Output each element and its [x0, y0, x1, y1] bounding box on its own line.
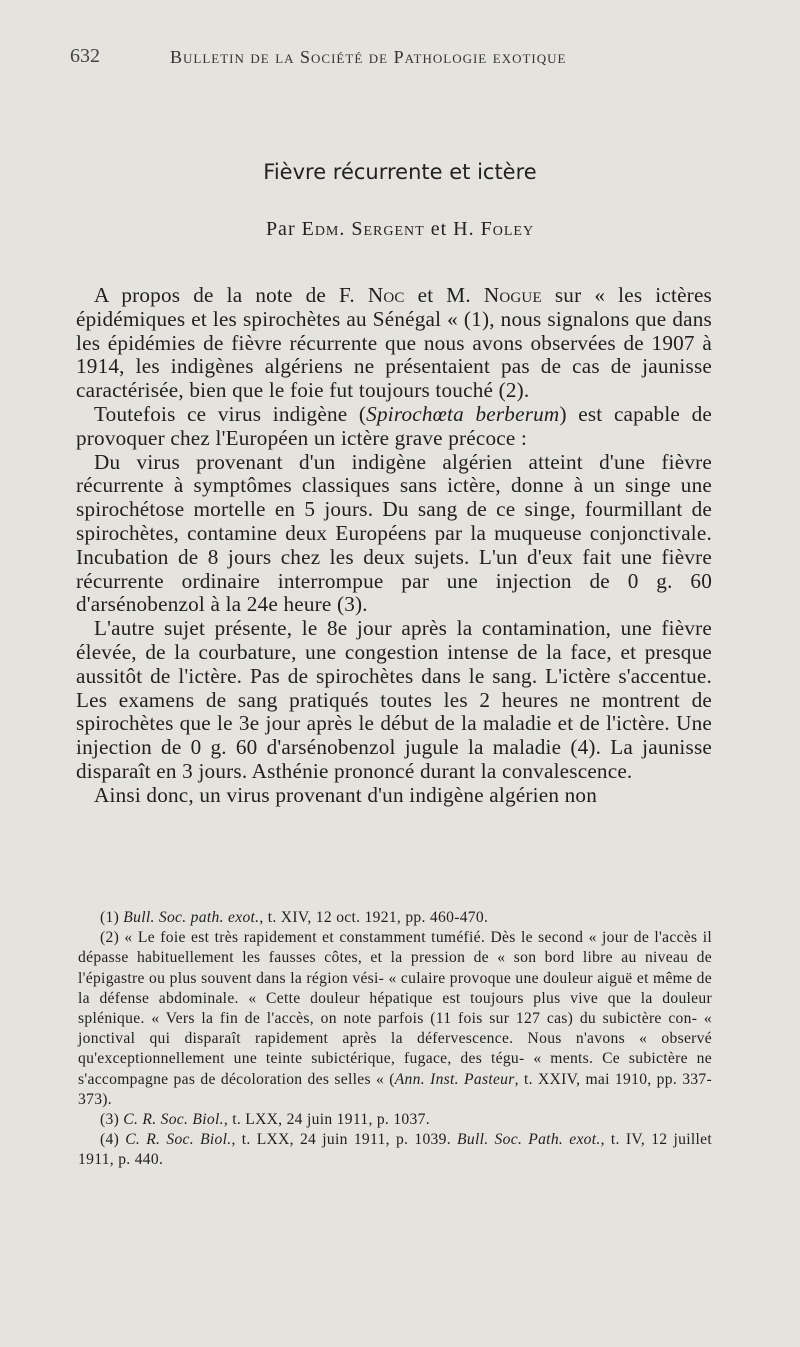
paragraph-4: L'autre sujet présente, le 8e jour après la contamination, une fièvre élevée, de la courbature, une congestion intense de la face, et presque aussitôt de l'ictère. Pas de spirochètes dans le sang. L'ictère s'accentue. Les examens de sang pratiqués toutes les 2 heures ne montrent de spirochètes que le 3e jour après le début de la maladie et de l'ictère. Une injection de 0 g. 60 d'arsénobenzol jugule la maladie (4). La jaunisse disparaît en 3 jours. Asthénie prononcé durant la convalescence. [76, 616, 712, 783]
paragraph-2 [76, 403, 712, 451]
byline-prefix: Par [265, 218, 302, 240]
footnote-2-ref: , t. XXIV, mai 1910, pp. 337-373). [78, 1070, 712, 1108]
author-noc: Noc [367, 283, 405, 307]
paragraph-2-text-b: ) est capable de provoquer chez l'Européen un ictère grave précoce : [76, 401, 712, 450]
footnotes [78, 908, 712, 1171]
footnote-1 [78, 908, 712, 928]
byline [0, 218, 800, 241]
author-nogue: Nogue [483, 283, 542, 307]
species-name: Spirochœta berberum [366, 401, 560, 426]
footnote-4-marker: (4) [100, 1131, 126, 1149]
footnote-4-ref-2: , t. IV, 12 juillet 1911, p. 440. [78, 1131, 712, 1169]
paragraph-1-text-a: A propos de la note de F. [94, 283, 368, 307]
page-number: 632 [70, 45, 100, 67]
footnote-2 [78, 928, 712, 1110]
footnote-3-ref: , t. LXX, 24 juin 1911, p. 1037. [223, 1111, 430, 1129]
author-sergent: Edm. Sergent [301, 218, 425, 240]
paragraph-3: Du virus provenant d'un indigène algérien atteint d'une fièvre récurrente à symptômes classiques sans ictère, donne à un singe une spirochétose mortelle en 5 jours. Du sang de ce singe, fourmillant de spirochètes, contamine deux Européens par la muqueuse conjonctivale. Incubation de 8 jours chez les deux sujets. L'un d'eux fait une fièvre récurrente ordinaire interrompue par une injection de 0 g. 60 d'arsénobenzol à la 24e heure (3). [76, 449, 712, 617]
footnote-2-journal: Ann. Inst. Pasteur [394, 1070, 515, 1088]
footnote-3 [78, 1110, 712, 1130]
paragraph-1-text-b: et M. [404, 283, 484, 307]
footnote-1-marker: (1) [100, 909, 124, 926]
journal-title: Bulletin de la Société de Pathologie exotique [170, 47, 567, 67]
paragraph-1 [76, 284, 712, 403]
footnote-4 [78, 1130, 712, 1170]
paragraph-2-text-a: Toutefois ce virus indigène ( [94, 401, 367, 426]
byline-conjunction: et [424, 218, 454, 240]
paragraph-1-text-c: sur « les ictères épidémiques et les spirochètes au Sénégal « (1), nous signalons que dans les épidémies de fièvre récurrente que nous avons observées de 1907 à 1914, les indigènes algériens ne présentaient pas de cas de jaunisse caractérisée, bien que le foie fut toujours touché (2). [76, 283, 712, 403]
footnote-1-ref: , t. XIV, 12 oct. 1921, pp. 460-470. [259, 909, 489, 926]
article-title: Fièvre récurrente et ictère [263, 160, 537, 184]
footnote-2-quote: (2) « Le foie est très rapidement et constamment tuméfié. Dès le second « jour de l'accès il dépasse habituellement les fausses côtes, et la pression de « son bord libre au niveau de l'épigastre ou plus souvent dans la région vési- « culaire provoque une douleur aiguë et même de la défense abdominale. « Cette douleur hépatique est toujours plus vive que la douleur splénique. « Vers la fin de l'accès, on note parfois (11 fois sur 127 cas) du subictère con- « jonctival qui disparaît rapidement après la défervescence. Nous n'avons « observé qu'exceptionnellement une teinte subictérique, fugace, des tégu- « ments. Ce subictère ne s'accompagne pas de décoloration des selles « ( [78, 929, 712, 1088]
footnote-1-journal: Bull. Soc. path. exot. [123, 909, 260, 926]
footnote-4-ref-1: , t. LXX, 24 juin 1911, p. 1039. [231, 1131, 458, 1149]
paragraph-5: Ainsi donc, un virus provenant d'un indigène algérien non [94, 782, 598, 807]
running-head [70, 45, 670, 75]
footnote-3-journal: C. R. Soc. Biol. [123, 1111, 224, 1129]
footnote-4-journal-2: Bull. Soc. Path. exot. [457, 1131, 601, 1149]
footnote-4-journal-1: C. R. Soc. Biol. [125, 1131, 232, 1149]
footnote-3-marker: (3) [100, 1111, 124, 1129]
author-foley: H. Foley [453, 218, 535, 240]
body-text [76, 284, 712, 808]
